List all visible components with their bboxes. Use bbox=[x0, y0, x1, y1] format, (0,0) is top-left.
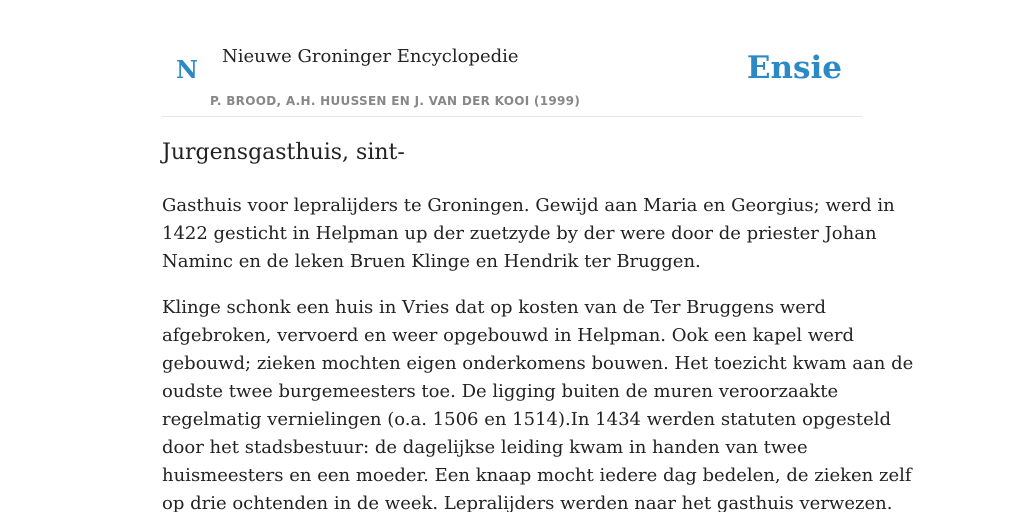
source-header bbox=[162, 0, 862, 117]
paragraph-line: huismeesters en een moeder. Een knaap mocht iedere dag bedelen, de zieken zelf bbox=[162, 465, 912, 486]
entry-paragraph bbox=[162, 192, 895, 276]
entry-body bbox=[162, 192, 914, 512]
paragraph-line: 1422 gesticht in Helpman up der zuetzyde by der were door de priester Johan bbox=[162, 223, 877, 244]
paragraph-line: afgebroken, vervoerd en weer opgebouwd in Helpman. Ook een kapel werd bbox=[162, 325, 855, 346]
source-authors: P. BROOD, A.H. HUUSSEN EN J. VAN DER KOOI (1999) bbox=[210, 94, 581, 108]
entry-paragraph bbox=[162, 294, 914, 512]
paragraph-line: Klinge schonk een huis in Vries dat op kosten van de Ter Bruggens werd bbox=[162, 297, 827, 318]
paragraph-line: door het stadsbestuur: de dagelijkse leiding kwam in handen van twee bbox=[162, 437, 808, 458]
source-title-link[interactable]: Nieuwe Groninger Encyclopedie bbox=[222, 46, 519, 67]
source-logo[interactable]: N bbox=[176, 55, 198, 84]
paragraph-line: gebouwd; zieken mochten eigen onderkomens bouwen. Het toezicht kwam aan de bbox=[162, 353, 914, 374]
paragraph-line: op drie ochtenden in de week. Lepralijders werden naar het gasthuis verwezen. bbox=[162, 493, 893, 512]
paragraph-line: Gasthuis voor lepralijders te Groningen. Gewijd aan Maria en Georgius; werd in bbox=[162, 195, 895, 216]
paragraph-line: regelmatig vernielingen (o.a. 1506 en 1514).In 1434 werden statuten opgesteld bbox=[162, 409, 892, 430]
paragraph-line: Naminc en de leken Bruen Klinge en Hendrik ter Bruggen. bbox=[162, 251, 701, 272]
ensie-logo-link[interactable]: Ensie bbox=[746, 50, 842, 86]
entry-title: Jurgensgasthuis, sint- bbox=[162, 140, 405, 165]
paragraph-line: oudste twee burgemeesters toe. De ligging buiten de muren veroorzaakte bbox=[162, 381, 839, 402]
